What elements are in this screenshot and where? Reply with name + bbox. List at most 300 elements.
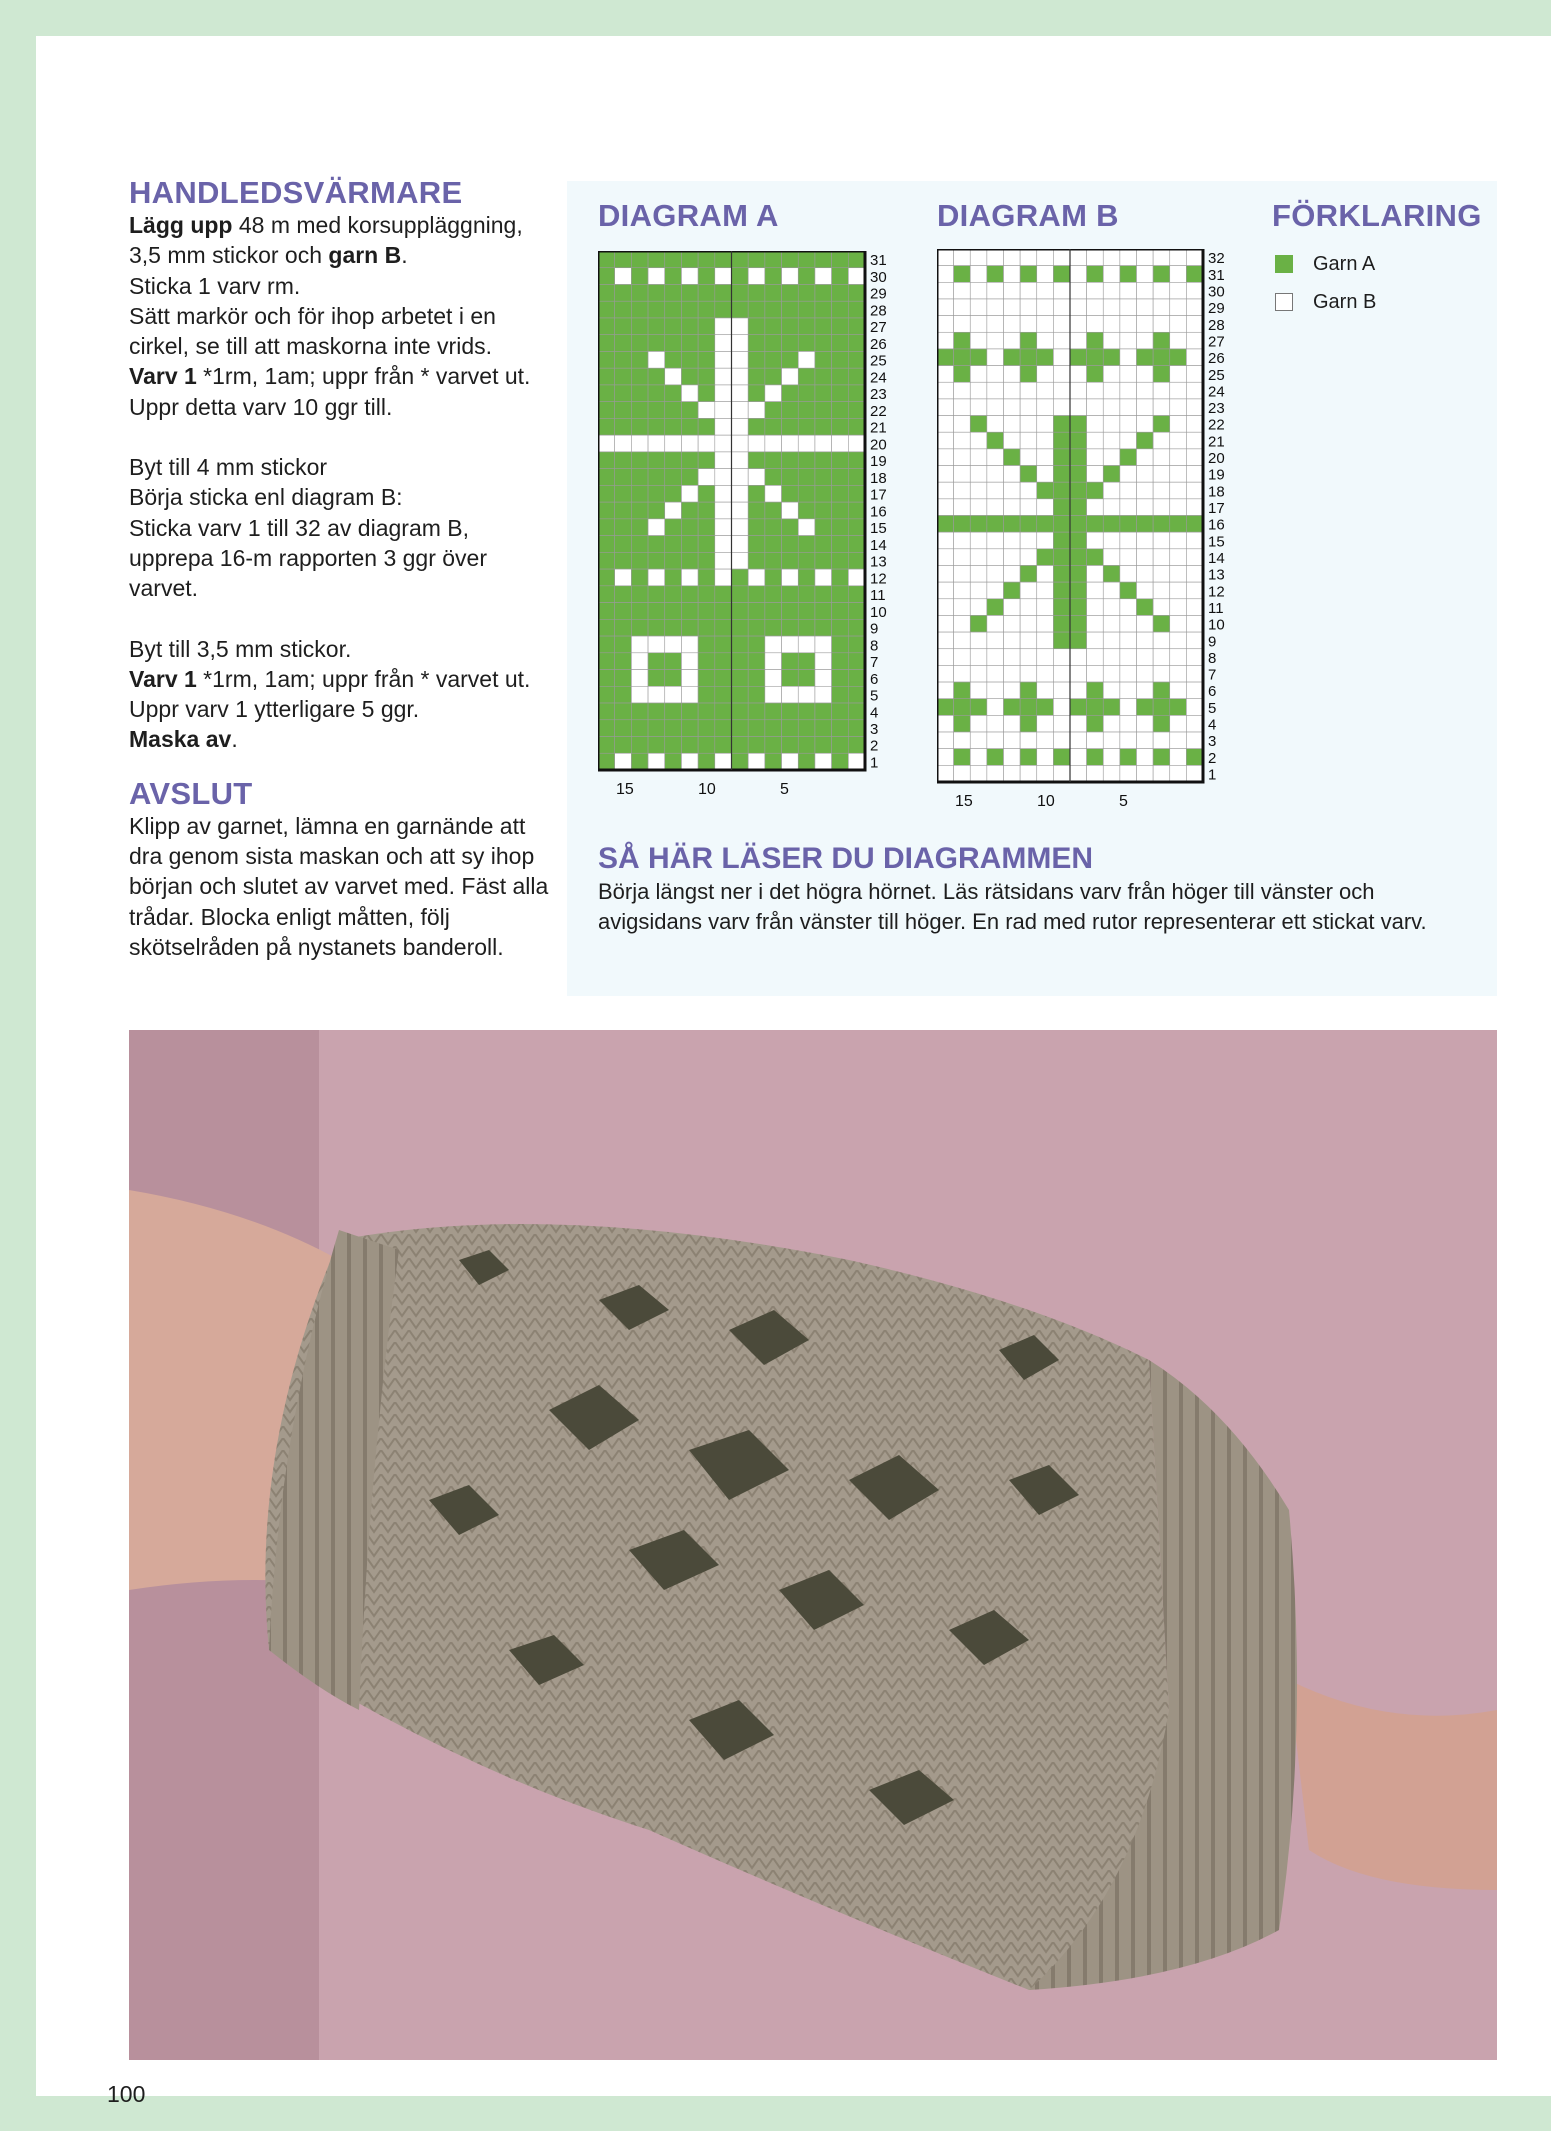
chart-cell <box>1186 349 1203 366</box>
chart-cell <box>765 653 782 670</box>
chart-cell <box>715 519 732 536</box>
row-number: 28 <box>1208 316 1225 334</box>
chart-cell <box>615 485 632 502</box>
chart-cell <box>848 586 865 603</box>
chart-cell <box>615 469 632 486</box>
chart-cell <box>782 670 799 687</box>
chart-cell <box>832 653 849 670</box>
chart-cell <box>665 351 682 368</box>
chart-cell <box>1020 516 1037 533</box>
column-label: 10 <box>1037 793 1055 810</box>
chart-cell <box>765 351 782 368</box>
chart-cell <box>732 469 749 486</box>
chart-cell <box>648 552 665 569</box>
chart-cell <box>1120 516 1137 533</box>
chart-cell <box>815 318 832 335</box>
chart-cell <box>848 653 865 670</box>
chart-cell <box>732 670 749 687</box>
chart-cell <box>1186 649 1203 666</box>
chart-cell <box>1004 765 1021 782</box>
chart-cell <box>815 402 832 419</box>
chart-cell <box>1103 332 1120 349</box>
chart-cell <box>815 603 832 620</box>
chart-cell <box>970 615 987 632</box>
chart-cell <box>1004 715 1021 732</box>
chart-cell <box>732 368 749 385</box>
chart-cell <box>1087 715 1104 732</box>
chart-cell <box>715 469 732 486</box>
chart-cell <box>937 665 954 682</box>
round-one-paragraph <box>129 361 549 391</box>
chart-cell <box>732 502 749 519</box>
chart-cell <box>732 586 749 603</box>
chart-cell <box>1170 749 1187 766</box>
chart-cell <box>665 603 682 620</box>
chart-cell <box>1170 699 1187 716</box>
row-number: 28 <box>870 302 887 320</box>
chart-cell <box>1020 482 1037 499</box>
chart-cell <box>1103 765 1120 782</box>
chart-cell <box>1087 599 1104 616</box>
chart-cell <box>698 636 715 653</box>
chart-cell <box>832 268 849 285</box>
chart-cell <box>1170 366 1187 383</box>
chart-cell <box>631 318 648 335</box>
chart-cell <box>648 368 665 385</box>
chart-cell <box>1137 532 1154 549</box>
chart-cell <box>598 502 615 519</box>
instruction-line: Sticka 1 varv rm. <box>129 272 301 299</box>
chart-cell <box>748 753 765 770</box>
chart-cell <box>631 335 648 352</box>
chart-cell <box>1153 499 1170 516</box>
chart-cell <box>832 402 849 419</box>
chart-cell <box>631 670 648 687</box>
chart-cell <box>765 686 782 703</box>
chart-cell <box>1087 332 1104 349</box>
chart-cell <box>1120 432 1137 449</box>
chart-cell <box>970 765 987 782</box>
row-number: 31 <box>870 252 887 270</box>
cast-on-bold: Lägg upp <box>129 212 233 238</box>
chart-cell <box>782 737 799 754</box>
chart-cell <box>1070 299 1087 316</box>
chart-cell <box>1070 432 1087 449</box>
chart-cell <box>798 268 815 285</box>
chart-cell <box>748 519 765 536</box>
chart-cell <box>1037 249 1054 266</box>
row-number: 22 <box>1208 416 1225 434</box>
chart-cell <box>698 536 715 553</box>
chart-cell <box>1087 749 1104 766</box>
chart-cell <box>1170 482 1187 499</box>
chart-cell <box>954 532 971 549</box>
chart-cell <box>1004 499 1021 516</box>
chart-cell <box>615 703 632 720</box>
chart-cell <box>715 335 732 352</box>
row-number: 24 <box>870 369 887 387</box>
chart-cell <box>782 402 799 419</box>
chart-cell <box>631 251 648 268</box>
chart-cell <box>954 382 971 399</box>
chart-cell <box>631 351 648 368</box>
chart-cell <box>665 301 682 318</box>
chart-cell <box>970 316 987 333</box>
chart-cell <box>648 720 665 737</box>
chart-cell <box>1004 432 1021 449</box>
chart-cell <box>1137 482 1154 499</box>
chart-cell <box>1053 532 1070 549</box>
diagram-panel <box>567 181 1497 996</box>
chart-cell <box>1070 765 1087 782</box>
chart-cell <box>1053 499 1070 516</box>
chart-cell <box>648 251 665 268</box>
chart-cell <box>1103 649 1120 666</box>
chart-cell <box>1186 266 1203 283</box>
chart-cell <box>1137 382 1154 399</box>
row-number: 25 <box>1208 366 1225 384</box>
chart-cell <box>748 737 765 754</box>
chart-cell <box>765 268 782 285</box>
chart-cell <box>832 686 849 703</box>
chart-cell <box>1037 416 1054 433</box>
chart-cell <box>987 715 1004 732</box>
section-title-avslut: AVSLUT <box>129 775 253 811</box>
chart-cell <box>848 603 865 620</box>
chart-cell <box>732 603 749 620</box>
chart-cell <box>1070 565 1087 582</box>
row-number: 16 <box>870 503 887 521</box>
chart-cell <box>832 335 849 352</box>
chart-cell <box>1087 482 1104 499</box>
chart-cell <box>1120 649 1137 666</box>
chart-cell <box>1020 732 1037 749</box>
chart-cell <box>1004 249 1021 266</box>
chart-cell <box>970 599 987 616</box>
chart-cell <box>848 368 865 385</box>
row-number: 15 <box>1208 533 1225 551</box>
chart-cell <box>1137 699 1154 716</box>
chart-cell <box>937 316 954 333</box>
row-number: 30 <box>1208 283 1225 301</box>
instruction-line: Sticka varv 1 till 32 av diagram B, upprepa 16-m rapporten 3 ggr över varvet. <box>129 514 487 602</box>
chart-cell <box>1053 466 1070 483</box>
row-number: 11 <box>1208 599 1224 617</box>
chart-cell <box>1103 615 1120 632</box>
chart-cell <box>1186 316 1203 333</box>
chart-cell <box>748 485 765 502</box>
chart-cell <box>615 686 632 703</box>
chart-cell <box>648 318 665 335</box>
chart-cell <box>648 452 665 469</box>
chart-cell <box>782 335 799 352</box>
chart-cell <box>970 549 987 566</box>
chart-cell <box>1137 749 1154 766</box>
row-number: 6 <box>1208 683 1217 701</box>
chart-cell <box>1004 266 1021 283</box>
chart-cell <box>832 753 849 770</box>
chart-cell <box>1037 765 1054 782</box>
chart-cell <box>765 452 782 469</box>
chart-cell <box>1087 732 1104 749</box>
chart-cell <box>1153 665 1170 682</box>
chart-cell <box>748 469 765 486</box>
chart-cell <box>1037 632 1054 649</box>
chart-cell <box>681 268 698 285</box>
chart-cell <box>1170 432 1187 449</box>
chart-cell <box>1020 649 1037 666</box>
chart-cell <box>987 516 1004 533</box>
page <box>36 36 1551 2107</box>
chart-cell <box>1170 466 1187 483</box>
chart-cell <box>970 332 987 349</box>
chart-cell <box>665 268 682 285</box>
chart-cell <box>1053 682 1070 699</box>
chart-cell <box>1070 715 1087 732</box>
chart-cell <box>832 435 849 452</box>
chart-cell <box>1020 565 1037 582</box>
chart-cell <box>970 749 987 766</box>
chart-cell <box>848 686 865 703</box>
chart-cell <box>832 619 849 636</box>
chart-cell <box>715 720 732 737</box>
chart-cell <box>1137 665 1154 682</box>
chart-cell <box>765 385 782 402</box>
chart-cell <box>1153 615 1170 632</box>
chart-cell <box>1120 632 1137 649</box>
chart-cell <box>748 318 765 335</box>
chart-cell <box>681 351 698 368</box>
chart-cell <box>615 603 632 620</box>
chart-cell <box>631 619 648 636</box>
chart-cell <box>954 732 971 749</box>
chart-cell <box>937 449 954 466</box>
chart-cell <box>1137 316 1154 333</box>
chart-cell <box>1037 649 1054 666</box>
chart-cell <box>987 632 1004 649</box>
chart-cell <box>648 418 665 435</box>
chart-cell <box>631 502 648 519</box>
chart-cell <box>954 399 971 416</box>
chart-cell <box>1186 699 1203 716</box>
row-number: 4 <box>1208 716 1217 734</box>
chart-cell <box>1020 615 1037 632</box>
chart-cell <box>1120 549 1137 566</box>
row-number: 8 <box>1208 649 1217 667</box>
chart-cell <box>848 418 865 435</box>
chart-cell <box>715 619 732 636</box>
chart-cell <box>1070 649 1087 666</box>
chart-cell <box>798 301 815 318</box>
chart-cell <box>1153 532 1170 549</box>
chart-cell <box>1120 399 1137 416</box>
chart-cell <box>937 765 954 782</box>
chart-cell <box>937 582 954 599</box>
row-number: 5 <box>1208 699 1217 717</box>
chart-cell <box>1103 532 1120 549</box>
chart-cell <box>1053 299 1070 316</box>
chart-cell <box>954 282 971 299</box>
chart-cell <box>748 284 765 301</box>
chart-cell <box>815 368 832 385</box>
chart-cell <box>698 670 715 687</box>
chart-cell <box>1037 282 1054 299</box>
instruction-line: Byt till 3,5 mm stickor. <box>129 635 352 662</box>
chart-cell <box>631 552 648 569</box>
chart-cell <box>1053 665 1070 682</box>
chart-cell <box>1170 282 1187 299</box>
chart-cell <box>648 569 665 586</box>
chart-cell <box>598 351 615 368</box>
chart-cell <box>798 251 815 268</box>
chart-cell <box>665 519 682 536</box>
row-number: 3 <box>1208 733 1217 751</box>
chart-cell <box>798 586 815 603</box>
chart-cell <box>1053 599 1070 616</box>
chart-cell <box>987 699 1004 716</box>
diagram-b-title: DIAGRAM B <box>937 198 1119 233</box>
chart-cell <box>631 418 648 435</box>
chart-cell <box>1053 449 1070 466</box>
chart-cell <box>782 284 799 301</box>
chart-cell <box>748 502 765 519</box>
chart-cell <box>681 452 698 469</box>
chart-cell <box>1087 266 1104 283</box>
chart-cell <box>1186 399 1203 416</box>
chart-cell <box>1004 466 1021 483</box>
chart-cell <box>970 366 987 383</box>
chart-cell <box>1037 299 1054 316</box>
chart-cell <box>1053 715 1070 732</box>
chart-cell <box>1137 366 1154 383</box>
chart-cell <box>848 536 865 553</box>
chart-cell <box>798 519 815 536</box>
chart-cell <box>1037 615 1054 632</box>
chart-cell <box>954 682 971 699</box>
chart-cell <box>832 351 849 368</box>
chart-cell <box>732 536 749 553</box>
chart-cell <box>665 536 682 553</box>
chart-cell <box>715 301 732 318</box>
chart-cell <box>937 466 954 483</box>
chart-cell <box>598 703 615 720</box>
chart-cell <box>798 536 815 553</box>
chart-cell <box>765 469 782 486</box>
chart-cell <box>615 636 632 653</box>
chart-cell <box>598 519 615 536</box>
row-number: 9 <box>870 620 879 638</box>
chart-cell <box>832 469 849 486</box>
legend-label: Garn B <box>1313 290 1377 313</box>
chart-cell <box>765 485 782 502</box>
chart-cell <box>1137 516 1154 533</box>
chart-cell <box>815 435 832 452</box>
chart-cell <box>782 753 799 770</box>
chart-cell <box>698 469 715 486</box>
chart-cell <box>598 552 615 569</box>
garn-a-swatch <box>1275 255 1293 273</box>
chart-cell <box>732 653 749 670</box>
chart-cell <box>987 449 1004 466</box>
chart-cell <box>698 603 715 620</box>
chart-cell <box>987 432 1004 449</box>
chart-cell <box>832 251 849 268</box>
chart-cell <box>1153 682 1170 699</box>
chart-cell <box>782 301 799 318</box>
chart-cell <box>1037 599 1054 616</box>
chart-cell <box>1103 499 1120 516</box>
chart-cell <box>598 753 615 770</box>
chart-cell <box>1103 565 1120 582</box>
chart-cell <box>765 502 782 519</box>
chart-cell <box>1186 599 1203 616</box>
chart-cell <box>631 636 648 653</box>
chart-cell <box>681 469 698 486</box>
chart-cell <box>970 715 987 732</box>
chart-cell <box>798 603 815 620</box>
chart-cell <box>698 485 715 502</box>
chart-cell <box>1004 665 1021 682</box>
chart-cell <box>1070 632 1087 649</box>
chart-cell <box>1087 699 1104 716</box>
chart-cell <box>1170 349 1187 366</box>
chart-cell <box>765 519 782 536</box>
chart-cell <box>1004 299 1021 316</box>
chart-cell <box>1087 516 1104 533</box>
chart-cell <box>1020 266 1037 283</box>
chart-cell <box>631 452 648 469</box>
row-number: 18 <box>1208 483 1225 501</box>
chart-cell <box>732 251 749 268</box>
chart-cell <box>798 452 815 469</box>
chart-cell <box>1103 665 1120 682</box>
chart-cell <box>631 603 648 620</box>
row-number: 21 <box>870 419 887 437</box>
chart-cell <box>615 737 632 754</box>
chart-cell <box>1070 332 1087 349</box>
column-label: 15 <box>616 781 634 798</box>
chart-cell <box>1137 765 1154 782</box>
chart-cell <box>1186 532 1203 549</box>
chart-cell <box>798 686 815 703</box>
chart-cell <box>848 402 865 419</box>
chart-cell <box>1137 466 1154 483</box>
chart-cell <box>970 665 987 682</box>
chart-cell <box>970 382 987 399</box>
chart-cell <box>698 452 715 469</box>
chart-cell <box>1070 499 1087 516</box>
chart-cell <box>615 502 632 519</box>
chart-cell <box>848 485 865 502</box>
chart-cell <box>1004 349 1021 366</box>
chart-cell <box>987 266 1004 283</box>
chart-cell <box>732 268 749 285</box>
chart-cell <box>1186 466 1203 483</box>
chart-cell <box>1070 516 1087 533</box>
chart-cell <box>1037 582 1054 599</box>
chart-cell <box>1120 282 1137 299</box>
row-number: 17 <box>1208 500 1225 518</box>
row-number: 18 <box>870 469 887 487</box>
chart-cell <box>748 619 765 636</box>
chart-cell <box>1020 332 1037 349</box>
chart-cell <box>848 753 865 770</box>
chart-cell <box>631 402 648 419</box>
round-one-text: *1rm, 1am; uppr från * varvet ut. <box>196 665 531 692</box>
chart-cell <box>1186 432 1203 449</box>
chart-cell <box>748 720 765 737</box>
chart-cell <box>748 268 765 285</box>
